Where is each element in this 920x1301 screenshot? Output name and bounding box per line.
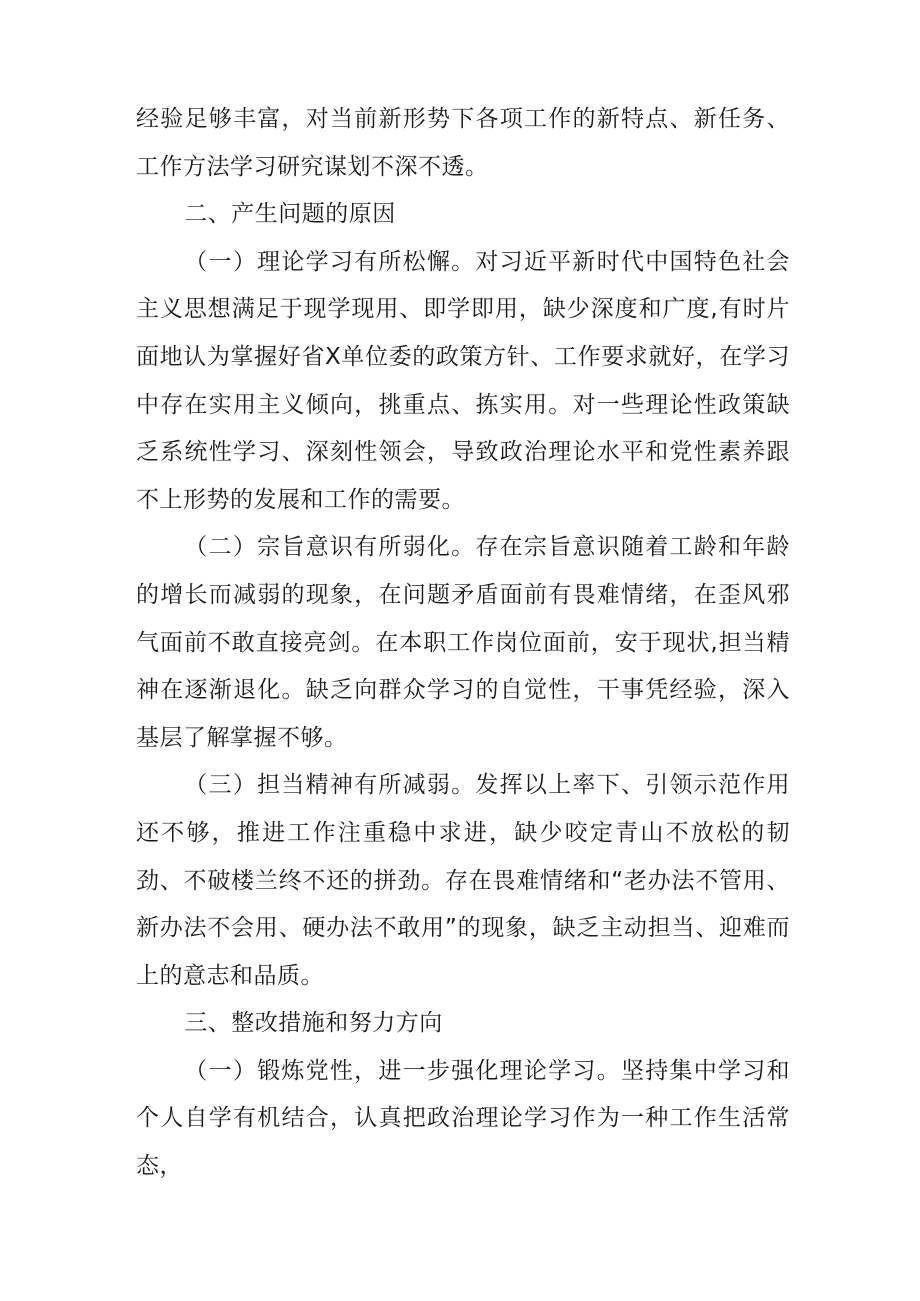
paragraph-continuation: 经验足够丰富，对当前新形势下各项工作的新特点、新任务、工作方法学习研究谋划不深不透。 bbox=[136, 106, 790, 180]
section-heading-measures: 三、整改措施和努力方向 bbox=[184, 1010, 443, 1037]
paragraph-purpose-awareness: （二）宗旨意识有所弱化。存在宗旨意识随着工龄和年龄的增长而减弱的现象，在问题矛盾面前有畏难情绪，在歪风邪气面前不敢直接亮剑。在本职工作岗位面前，安于现状,担当精神在逐渐退化。缺乏向群众学习的自觉性，干事凭经验，深入基层了解掌握不够。 bbox=[136, 534, 790, 751]
paragraph-responsibility: （三）担当精神有所减弱。发挥以上率下、引领示范作用还不够，推进工作注重稳中求进，缺少咬定青山不放松的韧劲、不破楼兰终不还的拼劲。存在畏难情绪和“老办法不管用、新办法不会用、硬办法不敢用”的现象，缺乏主动担当、迎难而上的意志和品质。 bbox=[136, 772, 790, 989]
document-body bbox=[136, 96, 790, 1191]
section-heading-causes: 二、产生问题的原因 bbox=[184, 201, 396, 228]
paragraph-party-spirit: （一）锻炼党性，进一步强化理论学习。坚持集中学习和个人自学有机结合，认真把政治理论学习作为一种工作生活常态， bbox=[136, 1057, 790, 1180]
paragraph-theory-study: （一）理论学习有所松懈。对习近平新时代中国特色社会主义思想满足于现学现用、即学即用，缺少深度和广度,有时片面地认为掌握好省X单位委的政策方针、工作要求就好，在学习中存在实用主义倾向，挑重点、拣实用。对一些理论性政策缺乏系统性学习、深刻性领会，导致政治理论水平和党性素养跟不上形势的发展和工作的需要。 bbox=[136, 248, 790, 513]
